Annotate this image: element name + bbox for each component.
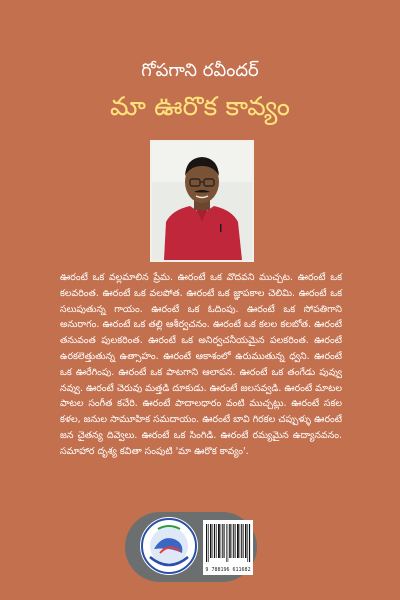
isbn-number: 9 788196 611682 xyxy=(205,567,251,573)
author-portrait-icon xyxy=(152,142,252,260)
blurb-text: ఊరంటే ఒక వల్లమాలిన ప్రేమ. ఊరంటే ఒక వొదవని ముచ్చట. ఊరంటే ఒక కలవరింత. ఊరంటే ఒక వలపోత. ఊరంటే ఒక జ్ఞాపకాల చెలిమి. ఊరంటే ఒక సలుపుతున్న గాయం. ఊరంటే ఒక ఓదింపు. ఊరంటే ఒక సోపతిగాని అనురాగం. ఊరంటే ఒక తల్లి ఆశీర్వచనం. ఊరంటే ఒక కలల కలబోత. ఊరంటే తనువంత పులకరింత. ఊరంటే ఒక అనిర్వచనీయమైన పలకరింత. ఊరంటే ఉరకలెత్తుతున్న ఉత్సాహం. ఊరంటే ఆకాశంలో ఉరుముతున్న ధ్వని. ఊరంటే ఒక ఊరేగింపు. ఊరంటే ఒక పాటగాని ఆలాపన. ఊరంటే ఒక తంగేడు పువ్వు నవ్వు. ఊరంటే చెరువు మత్తడి దూకుడు. ఊరంటే జలసవ్వడి. ఊరంటే మాటల పాటల సంగీత కచేరి. ఊరంటే పాదాలధారం వంటి ముచ్చట్లు. ఊరంటే సకల కళల, జనుల సామూహిక సమదాయం. ఊరంటే బావి గిరకల చప్పుళ్ళు ఊరంటే జన చైతన్య దివ్వెలు. ఊరంటే ఒక సింగిడి. ఊరంటే రమ్యమైన ఉద్యానవనం. సమాహార దృశ్య కవితా సంపుటి 'మా ఊరొక కావ్యం'. xyxy=(60,272,342,457)
author-name: గోపగాని రవీందర్ xyxy=(141,60,259,81)
book-title: మా ఊరొక కావ్యం xyxy=(110,92,290,122)
society-logo-icon xyxy=(140,517,198,575)
barcode-icon xyxy=(203,520,253,566)
author-photo xyxy=(150,140,254,262)
